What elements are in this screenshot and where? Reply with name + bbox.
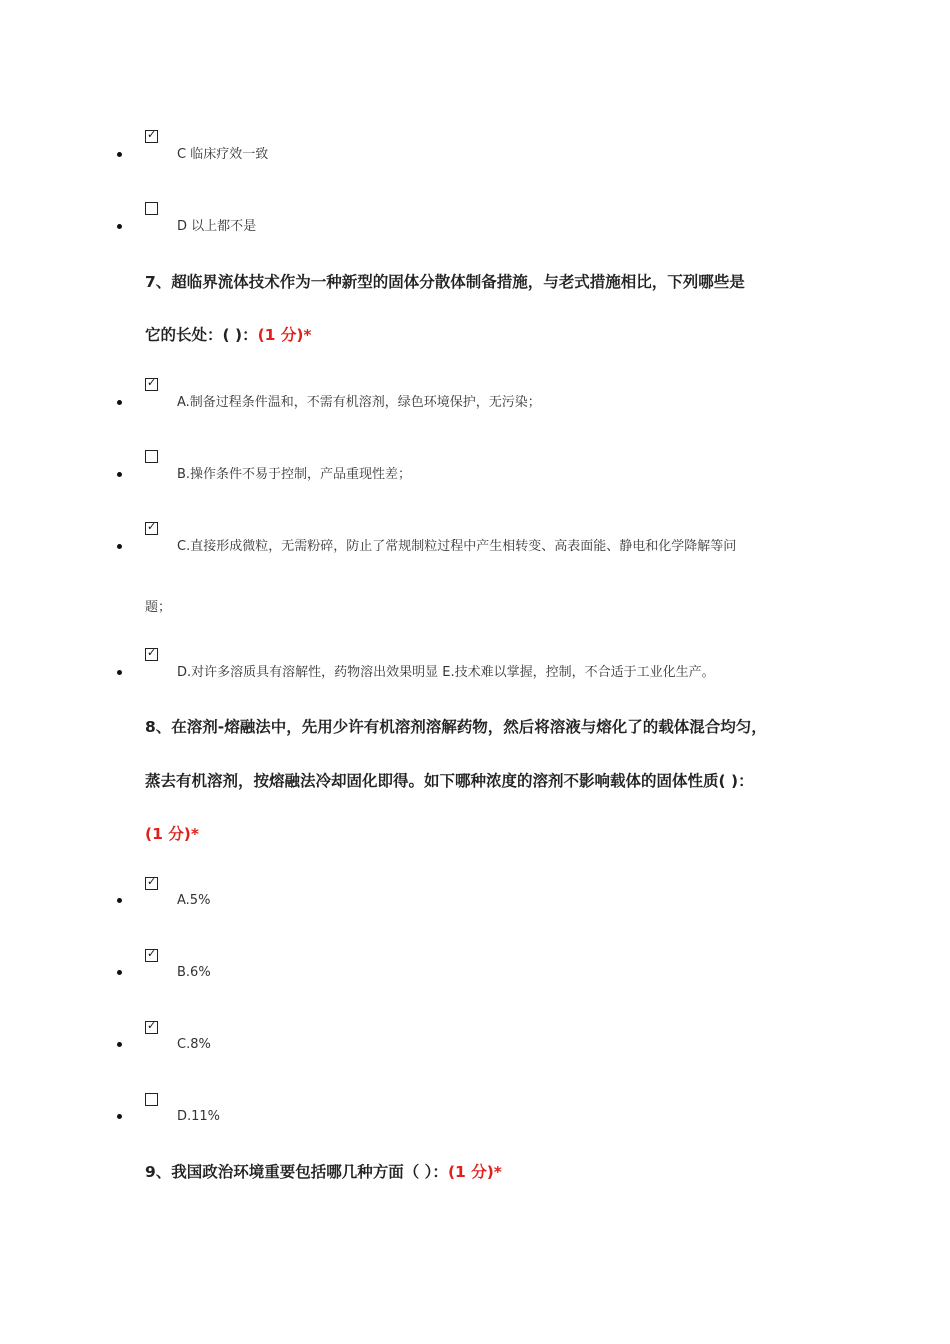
option-label: D.对许多溶质具有溶解性，药物溶出效果明显 E.技术难以掌握，控制，不合适于工业化生产。	[177, 665, 715, 680]
bullet-icon	[117, 400, 122, 405]
check-icon: ✓	[147, 646, 157, 659]
option-label: C.8%	[177, 1037, 211, 1052]
option-label: B.操作条件不易于控制，产品重现性差；	[177, 467, 412, 482]
question-7-text-cont: 它的长处：( )：	[145, 326, 258, 344]
check-icon: ✓	[147, 875, 157, 888]
check-icon: ✓	[147, 128, 157, 141]
check-icon: ✓	[147, 947, 157, 960]
checkbox-checked[interactable]	[145, 877, 158, 890]
option-label: A.制备过程条件温和，不需有机溶剂，绿色环境保护，无污染；	[177, 395, 541, 410]
option-label: A.5%	[177, 893, 211, 908]
bullet-icon	[117, 898, 122, 903]
bullet-icon	[117, 472, 122, 477]
question-9-text: 9、我国政治环境重要包括哪几种方面（ ）：	[145, 1163, 448, 1181]
question-score: (1 分)*	[145, 825, 199, 843]
check-icon: ✓	[147, 1019, 157, 1032]
checkbox-checked[interactable]	[145, 378, 158, 391]
checkbox-checked[interactable]	[145, 648, 158, 661]
question-7-text: 7、超临界流体技术作为一种新型的固体分散体制备措施，与老式措施相比，下列哪些是	[145, 273, 745, 291]
option-label: B.6%	[177, 965, 211, 980]
question-8-text: 8、在溶剂-熔融法中，先用少许有机溶剂溶解药物，然后将溶液与熔化了的载体混合均匀，	[145, 718, 767, 736]
question-8-text-line2: 蒸去有机溶剂，按熔融法冷却固化即得。如下哪种浓度的溶剂不影响载体的固体性质( )：	[145, 772, 754, 790]
question-score: (1 分)*	[447, 1163, 502, 1181]
option-label-continued: 题；	[145, 600, 172, 615]
check-icon: ✓	[147, 376, 157, 389]
bullet-icon	[117, 1042, 122, 1047]
bullet-icon	[117, 1114, 122, 1119]
question-7-text-line2	[145, 325, 312, 345]
option-label: D 以上都不是	[177, 219, 257, 234]
question-score: (1 分)*	[257, 326, 312, 344]
checkbox-checked[interactable]	[145, 949, 158, 962]
bullet-icon	[117, 544, 122, 549]
bullet-icon	[117, 670, 122, 675]
option-label: C 临床疗效一致	[177, 147, 269, 162]
bullet-icon	[117, 970, 122, 975]
bullet-icon	[117, 224, 122, 229]
option-label: C.直接形成微粒，无需粉碎，防止了常规制粒过程中产生相转变、高表面能、静电和化学降解等问	[177, 539, 737, 554]
bullet-icon	[117, 152, 122, 157]
option-label: D.11%	[177, 1109, 221, 1124]
check-icon: ✓	[147, 520, 157, 533]
checkbox-unchecked[interactable]	[145, 202, 158, 215]
checkbox-unchecked[interactable]	[145, 450, 158, 463]
question-9-text-line	[145, 1162, 502, 1182]
checkbox-unchecked[interactable]	[145, 1093, 158, 1106]
checkbox-checked[interactable]	[145, 130, 158, 143]
checkbox-checked[interactable]	[145, 522, 158, 535]
checkbox-checked[interactable]	[145, 1021, 158, 1034]
